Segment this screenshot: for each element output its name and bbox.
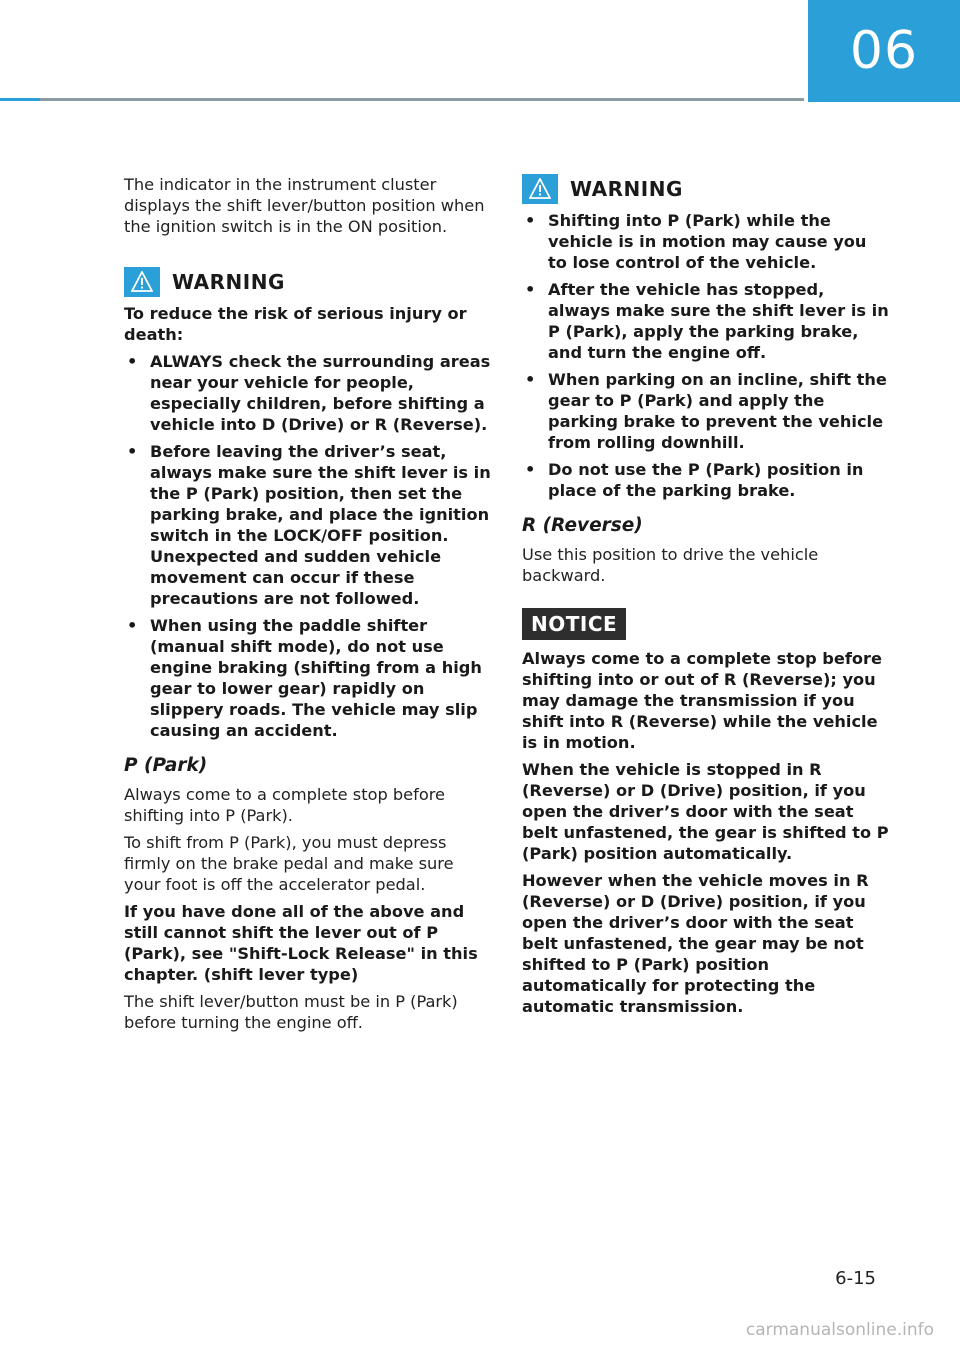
park-paragraph: The shift lever/button must be in P (Park) before turning the engine off. (124, 992, 458, 1032)
bullet-icon: • (525, 280, 536, 299)
warning-item: • Shifting into P (Park) while the vehicle is in motion may cause you to lose control of the vehicle. (525, 211, 867, 272)
bullet-icon: • (525, 460, 536, 479)
park-paragraph: Always come to a complete stop before shifting into P (Park). (124, 785, 445, 825)
bullet-icon: • (525, 211, 536, 230)
bullet-icon: • (525, 370, 536, 389)
notice-badge: NOTICE (522, 608, 626, 640)
header-rule (0, 98, 804, 101)
warning-header-right (522, 174, 890, 204)
page-number: 6-15 (835, 1268, 876, 1289)
chapter-tab: 06 (808, 0, 960, 102)
header-rule-accent (0, 98, 40, 101)
warning-item: • Before leaving the driver’s seat, always make sure the shift lever is in the P (Park) position, then set the parking brake, and place the ignition switch in the LOCK/OFF position. Unexpected and sudden vehicle movement can occur if these precautions are not followed. (127, 442, 491, 608)
reverse-paragraph: Use this position to drive the vehicle backward. (522, 545, 819, 585)
warning-label: WARNING (570, 177, 683, 201)
reverse-heading: R (Reverse) (522, 515, 643, 536)
warning-icon (522, 174, 558, 204)
warning-list-right (522, 210, 890, 501)
watermark: carmanualsonline.info (745, 1320, 934, 1340)
right-column (522, 174, 890, 1023)
bullet-icon: • (127, 352, 138, 371)
warning-header-left (124, 267, 494, 297)
warning-label: WARNING (172, 270, 285, 294)
left-column (124, 174, 494, 1039)
park-paragraph-bold: If you have done all of the above and still cannot shift the lever out of P (Park), see "Shift-Lock Release" in this chapter. (shift lever type) (124, 902, 478, 984)
warning-item: • When parking on an incline, shift the gear to P (Park) and apply the parking brake to prevent the vehicle from rolling downhill. (525, 370, 887, 452)
notice-paragraph: When the vehicle is stopped in R (Reverse) or D (Drive) position, if you open the driver’s door with the seat belt unfastened, the gear is shifted to P (Park) position automatically. (522, 760, 889, 863)
notice-paragraph: However when the vehicle moves in R (Reverse) or D (Drive) position, if you open the driver’s door with the seat belt unfastened, the gear may be not shifted to P (Park) position automatically for protecting the automatic transmission. (522, 871, 869, 1016)
warning-item: • ALWAYS check the surrounding areas near your vehicle for people, especially children, before shifting a vehicle into D (Drive) or R (Reverse). (127, 352, 491, 434)
park-heading: P (Park) (124, 755, 208, 776)
warning-list-left (124, 351, 494, 741)
park-paragraph: To shift from P (Park), you must depress firmly on the brake pedal and make sure your foot is off the accelerator pedal. (124, 833, 454, 894)
notice-paragraph: Always come to a complete stop before shifting into or out of R (Reverse); you may damage the transmission if you shift into R (Reverse) while the vehicle is in motion. (522, 649, 882, 752)
warning-item: • Do not use the P (Park) position in place of the parking brake. (525, 460, 864, 500)
warning-icon (124, 267, 160, 297)
warning-item: • When using the paddle shifter (manual shift mode), do not use engine braking (shifting from a high gear to lower gear) rapidly on slippery roads. The vehicle may slip causing an accident. (127, 616, 482, 740)
intro-paragraph: The indicator in the instrument cluster displays the shift lever/button position when the ignition switch is in the ON position. (124, 175, 485, 236)
bullet-icon: • (127, 616, 138, 635)
warning-item: • After the vehicle has stopped, always make sure the shift lever is in P (Park), apply the parking brake, and turn the engine off. (525, 280, 889, 362)
bullet-icon: • (127, 442, 138, 461)
warning-lead: To reduce the risk of serious injury or death: (124, 304, 467, 344)
